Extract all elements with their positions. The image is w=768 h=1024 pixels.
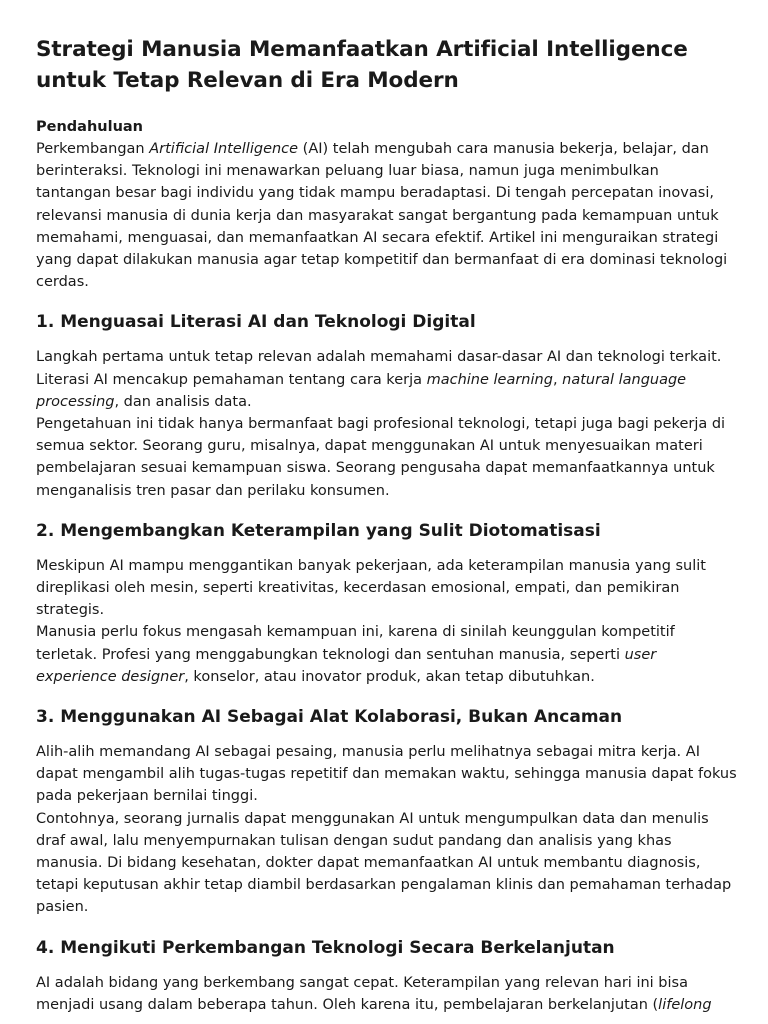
section-1-text-sep: , <box>552 371 563 388</box>
section-4-text-a: AI adalah bidang yang berkembang sangat cepat. Keterampilan yang relevan hari ini bisa menjadi usang dalam beberapa tahun. Oleh karena itu, pembelajaran berkelanjutan ( <box>36 974 688 1013</box>
section-1-heading: 1. Menguasai Literasi AI dan Teknologi Digital <box>36 312 476 333</box>
section-4-text-em: lifelong <box>658 996 712 1013</box>
section-1-text-b: , dan analisis data. <box>114 393 252 410</box>
intro-text-em: Artificial Intelligence <box>149 141 299 157</box>
section-2 <box>36 519 738 688</box>
intro-text-b: (AI) telah mengubah cara manusia bekerja, belajar, dan berinteraksi. Teknologi ini menawarkan peluang luar biasa, namun juga menimbulkan tantangan besar bagi individu yang tidak mampu beradaptasi. Di tengah percepatan inovasi, relevansi manusia di dunia kerja dan masyarakat sangat bergantung pada kemampuan untuk memahami, menguasai, dan memanfaatkan AI secara efektif. Artikel ini menguraikan strategi yang dapat dilakukan manusia agar tetap kompetitif dan bermanfaat di era dominasi teknologi cerdas. <box>36 141 728 291</box>
section-1-paragraph-2: Pengetahuan ini tidak hanya bermanfaat bagi profesional teknologi, tetapi juga bagi pekerja di semua sektor. Seorang guru, misalnya, dapat menggunakan AI untuk menyesuaikan materi pembelajaran sesuai kemampuan siswa. Seorang pengusaha dapat memanfaatkannya untuk menganalisis tren pasar dan perilaku konsumen. <box>36 416 726 499</box>
section-2-text-a: Manusia perlu fokus mengasah kemampuan ini, karena di sinilah keunggulan kompetitif terletak. Profesi yang menggabungkan teknologi dan sentuhan manusia, seperti <box>36 624 675 663</box>
section-4 <box>36 936 738 1016</box>
section-2-paragraph-2 <box>36 621 738 688</box>
section-2-paragraph-1: Meskipun AI mampu menggantikan banyak pekerjaan, ada keterampilan manusia yang sulit direplikasi oleh mesin, seperti kreativitas, kecerdasan emosional, empati, dan pemikiran strategis. <box>36 557 706 619</box>
intro-section <box>36 116 738 293</box>
section-1-paragraph-1 <box>36 346 738 413</box>
section-1-text-a: Langkah pertama untuk tetap relevan adalah memahami dasar-dasar AI dan teknologi terkait. Literasi AI mencakup pemahaman tentang cara kerja <box>36 349 722 388</box>
section-3 <box>36 705 738 919</box>
section-1-text-em2: natural language processing <box>36 371 687 410</box>
section-2-heading: 2. Mengembangkan Keterampilan yang Sulit Diotomatisasi <box>36 520 601 541</box>
section-2-text-em: user experience designer <box>36 646 657 685</box>
section-2-text-b: , konselor, atau inovator produk, akan tetap dibutuhkan. <box>184 668 595 685</box>
section-3-paragraph-2: Contohnya, seorang jurnalis dapat menggunakan AI untuk mengumpulkan data dan menulis draf awal, lalu menyempurnakan tulisan dengan sudut pandang dan analisis yang khas manusia. Di bidang kesehatan, dokter dapat memanfaatkan AI untuk membantu diagnosis, tetapi keputusan akhir tetap diambil berdasarkan pengalaman klinis dan pemahaman terhadap pasien. <box>36 810 732 916</box>
section-4-heading: 4. Mengikuti Perkembangan Teknologi Secara Berkelanjutan <box>36 937 615 958</box>
section-3-heading: 3. Menggunakan AI Sebagai Alat Kolaborasi, Bukan Ancaman <box>36 707 623 728</box>
section-3-paragraph-1: Alih-alih memandang AI sebagai pesaing, manusia perlu melihatnya sebagai mitra kerja. AI dapat mengambil alih tugas-tugas repetitif dan memakan waktu, sehingga manusia dapat fokus pada pekerjaan bernilai tinggi. <box>36 744 737 805</box>
article-title: Strategi Manusia Memanfaatkan Artificial Intelligence untuk Tetap Relevan di Era Modern <box>36 37 688 93</box>
section-4-paragraph-1 <box>36 972 738 1016</box>
intro-text-a: Perkembangan <box>36 141 150 157</box>
intro-heading: Pendahuluan <box>36 119 143 135</box>
section-1 <box>36 310 738 501</box>
section-1-text-em1: machine learning <box>426 371 553 388</box>
intro-paragraph <box>36 138 738 293</box>
